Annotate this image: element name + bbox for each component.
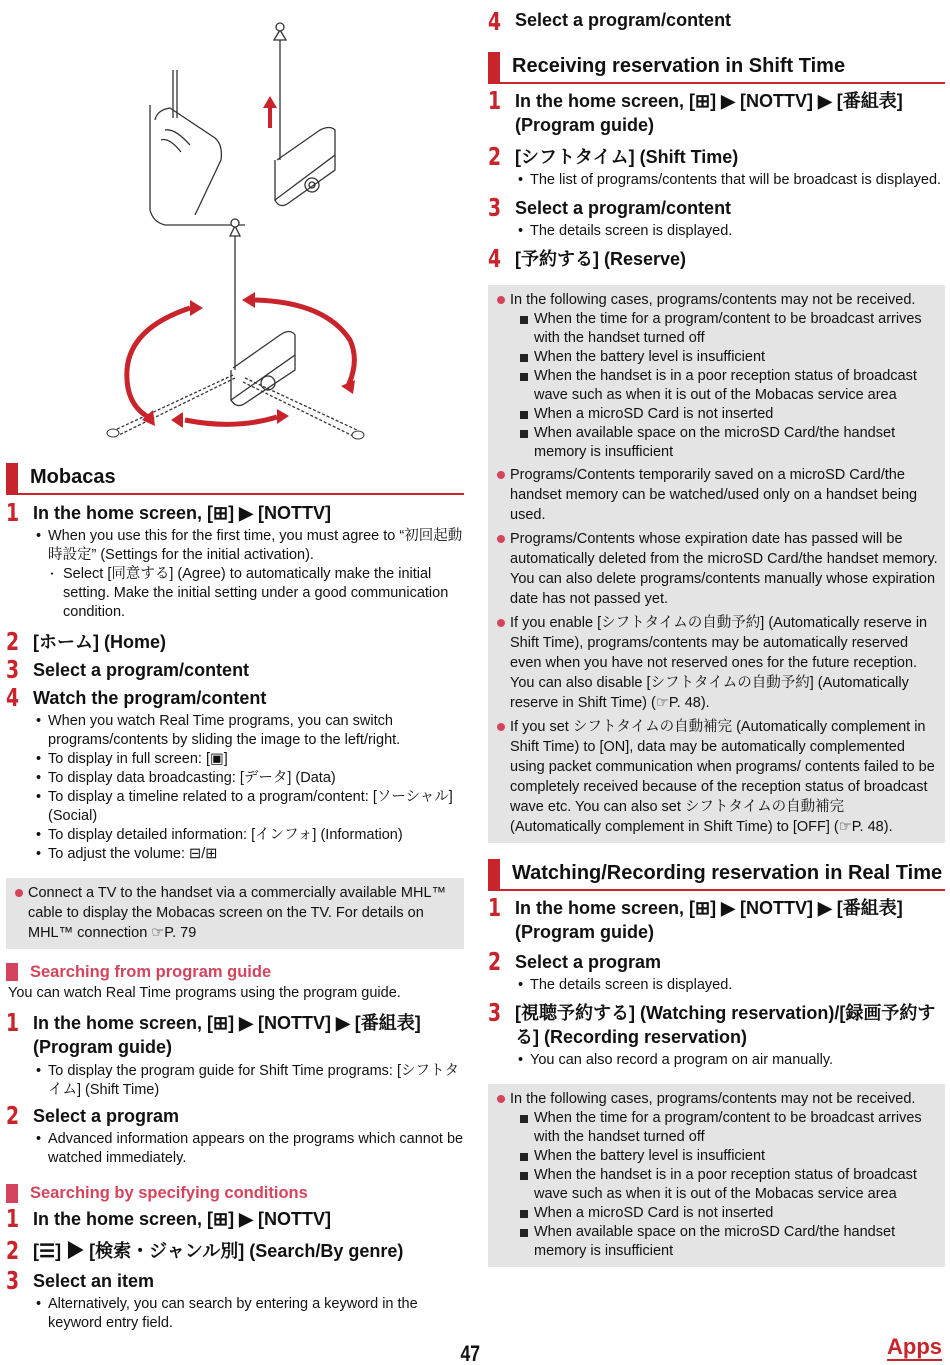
step-3	[6, 656, 464, 684]
bullet: • You can also record a program on air manually.	[515, 1051, 945, 1070]
step-title: Select an item	[33, 1270, 155, 1291]
step-title: [ホーム] (Home)	[33, 632, 166, 652]
note-subitem: When the battery level is insufficient	[496, 1147, 939, 1166]
subsection-heading-conditions: Searching by specifying conditions	[6, 1184, 464, 1202]
step-title: In the home screen, [⊞] ▶ [NOTTV] ▶ [番組表] (Program guide)	[33, 1013, 421, 1058]
step-number: 1	[488, 893, 502, 922]
bullet: • To display data broadcasting: [データ] (Data)	[33, 769, 464, 788]
step-title: [予約する] (Reserve)	[515, 249, 687, 269]
note-box-shift-time	[488, 285, 945, 843]
step-4	[6, 684, 464, 864]
step-3	[6, 1267, 464, 1333]
bullet: • Advanced information appears on the programs which cannot be watched immediately.	[33, 1130, 464, 1168]
right-column	[488, 8, 945, 1267]
step-2	[6, 1237, 464, 1265]
step-title: Select a program	[515, 952, 662, 972]
subsection-heading-program-guide: Searching from program guide	[6, 963, 464, 981]
step-1	[488, 894, 945, 944]
note-subitem: When available space on the microSD Card/the handset memory is insufficient	[496, 424, 939, 462]
bullet: • When you use this for the first time, you must agree to “初回起動時設定” (Settings for the initial activation).	[33, 527, 464, 565]
bullet: • The list of programs/contents that will be broadcast is displayed.	[515, 171, 945, 190]
section-heading-mobacas: Mobacas	[6, 463, 464, 495]
note-item: Connect a TV to the handset via a commercially available MHL™ cable to display the Mobacas screen on the TV. For details on MHL™ connection ☞P. 79	[14, 883, 458, 943]
bullet: • The details screen is displayed.	[515, 976, 945, 995]
step-title: [視聴予約する] (Watching reservation)/[録画予約する] (Recording reservation)	[515, 1003, 936, 1047]
bullet: • To display detailed information: [インフォ] (Information)	[33, 826, 464, 845]
step-3	[488, 194, 945, 241]
note-subitem: When a microSD Card is not inserted	[496, 405, 939, 424]
note-item: In the following cases, programs/contents may not be received.	[496, 290, 939, 310]
step-title: In the home screen, [⊞] ▶ [NOTTV] ▶ [番組表] (Program guide)	[515, 91, 903, 135]
note-item: Programs/Contents whose expiration date has passed will be automatically deleted from the microSD Card/the handset memory. You can also delete programs/contents manually whose expiration date has not passed yet.	[496, 529, 939, 609]
section-heading-real-time: Watching/Recording reservation in Real Time	[488, 859, 945, 891]
note-subitem: When a microSD Card is not inserted	[496, 1204, 939, 1223]
step-2	[6, 1102, 464, 1168]
bullet: • When you watch Real Time programs, you can switch programs/contents by sliding the image to the left/right.	[33, 712, 464, 750]
bullet: • Alternatively, you can search by entering a keyword in the keyword entry field.	[33, 1295, 464, 1333]
note-subitem: When available space on the microSD Card/the handset memory is insufficient	[496, 1223, 939, 1261]
step-number: 2	[6, 1235, 20, 1265]
bullet: • To display the program guide for Shift Time programs: [シフトタイム] (Shift Time)	[33, 1062, 464, 1100]
bullet: • To adjust the volume: ⊟/⊞	[33, 845, 464, 864]
step-4	[488, 8, 945, 36]
note-subitem: When the handset is in a poor reception status of broadcast wave such as when it is out of the Mobacas service area	[496, 1166, 939, 1204]
step-number: 3	[6, 655, 20, 684]
step-number: 2	[488, 142, 502, 171]
step-number: 1	[488, 86, 502, 115]
step-title: [シフトタイム] (Shift Time)	[515, 147, 739, 167]
step-number: 4	[488, 7, 502, 36]
note-box-real-time	[488, 1084, 945, 1267]
step-1	[488, 87, 945, 137]
step-2	[488, 948, 945, 995]
note-subitem: When the time for a program/content to be broadcast arrives with the handset turned off	[496, 310, 939, 348]
step-title: In the home screen, [⊞] ▶ [NOTTV]	[33, 1208, 331, 1229]
step-number: 2	[6, 627, 20, 656]
note-subitem: When the handset is in a poor reception status of broadcast wave such as when it is out of the Mobacas service area	[496, 367, 939, 405]
step-title: Select a program/content	[515, 198, 732, 218]
step-1	[6, 499, 464, 622]
step-number: 3	[488, 193, 502, 222]
note-item: If you set シフトタイムの自動補完 (Automatically complement in Shift Time) to [ON], data may be automatically complemented using packet communication when programs/ contents failed to be completely received because of the reception status of broadcast wave etc. You can also set シフトタイムの自動補完 (Automatically complement in Shift Time) to [OFF] (☞P. 48).	[496, 717, 939, 837]
section-tab-apps[interactable]: Apps	[887, 1335, 942, 1361]
note-item: Programs/Contents temporarily saved on a microSD Card/the handset memory can be watched/used only on a handset being used.	[496, 465, 939, 525]
step-1	[6, 1205, 464, 1233]
step-number: 2	[488, 947, 502, 976]
step-3	[488, 999, 945, 1070]
sub-bullet: ・ Select [同意する] (Agree) to automatically make the initial setting. Make the initial setting under a good communication condition.	[33, 565, 464, 622]
step-2	[6, 628, 464, 656]
step-2	[488, 143, 945, 190]
step-number: 4	[6, 683, 20, 712]
step-number: 2	[6, 1101, 20, 1131]
bullet: • The details screen is displayed.	[515, 222, 945, 241]
section-heading-shift-time: Receiving reservation in Shift Time	[488, 52, 945, 84]
note-item: If you enable [シフトタイムの自動予約] (Automatically reserve in Shift Time), programs/contents may be automatically reserved even when you have not reserved ones for the future reception. You can also disable [シフトタイムの自動予約] (Automatically reserve in Shift Time) (☞P. 48).	[496, 613, 939, 713]
step-number: 3	[6, 1265, 20, 1295]
step-title: In the home screen, [⊞] ▶ [NOTTV] ▶ [番組表] (Program guide)	[515, 898, 903, 942]
step-number: 1	[6, 498, 20, 527]
step-title: In the home screen, [⊞] ▶ [NOTTV]	[33, 503, 331, 523]
note-subitem: When the time for a program/content to be broadcast arrives with the handset turned off	[496, 1109, 939, 1147]
note-subitem: When the battery level is insufficient	[496, 348, 939, 367]
bullet: • To display in full screen: [▣]	[33, 750, 464, 769]
step-number: 1	[6, 1203, 20, 1233]
page-number: 47	[460, 1341, 481, 1365]
step-number: 1	[6, 1008, 20, 1038]
step-number: 4	[488, 244, 502, 273]
step-title: Select a program/content	[33, 660, 250, 680]
left-column	[6, 463, 464, 1333]
step-title: Watch the program/content	[33, 688, 267, 708]
step-1	[6, 1009, 464, 1100]
note-box-mhl	[6, 878, 464, 949]
antenna-illustration	[95, 10, 395, 450]
step-number: 3	[488, 998, 502, 1027]
note-item: In the following cases, programs/contents may not be received.	[496, 1089, 939, 1109]
step-title: [☰] ▶ [検索・ジャンル別] (Search/By genre)	[33, 1240, 404, 1261]
step-title: Select a program/content	[515, 10, 732, 30]
bullet: • To display a timeline related to a program/content: [ソーシャル] (Social)	[33, 788, 464, 826]
intro-text: You can watch Real Time programs using the program guide.	[8, 985, 401, 1002]
step-4	[488, 245, 945, 273]
step-title: Select a program	[33, 1106, 180, 1127]
